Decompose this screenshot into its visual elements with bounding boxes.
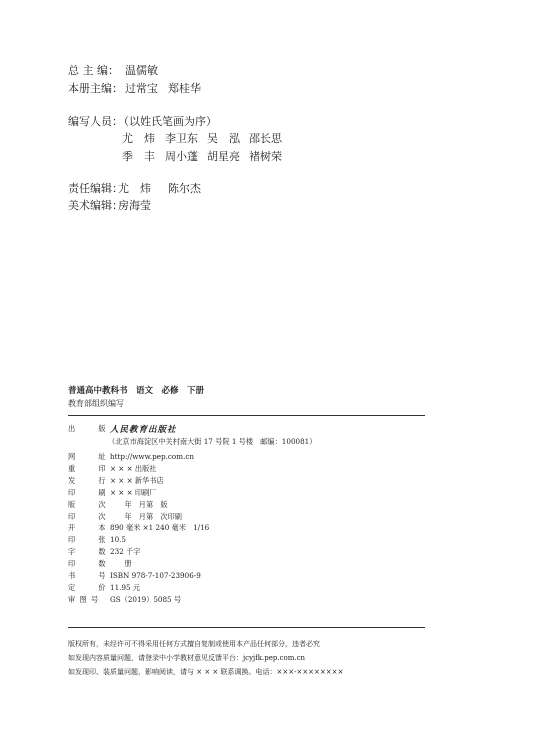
publication-info-value: 年 月第 版	[110, 499, 168, 509]
publication-info-value: 232 千字	[110, 547, 141, 557]
publication-info-label: 版 次	[68, 499, 114, 509]
publisher-label: 出 版	[68, 424, 114, 433]
publication-info-value: 890 毫米 ×1 240 毫米 1/16	[110, 523, 210, 533]
publication-info-label: 书 号	[68, 571, 114, 580]
publication-info-value: 年 月第 次印刷	[110, 511, 182, 521]
responsible-editor-label: 责任编辑：	[68, 182, 123, 195]
writers-note: （以姓氏笔画为序）	[118, 115, 217, 128]
bottom-rule	[68, 627, 425, 628]
writer-name: 褚树荣	[249, 150, 282, 163]
writer-name: 胡星亮	[207, 150, 240, 163]
top-rule	[68, 415, 425, 416]
publisher-address: （北京市海淀区中关村南大街 17 号院 1 号楼 邮编：100081）	[108, 437, 317, 446]
print-quality-note: 如发现印、装质量问题，影响阅读，请与 × × × 联系调换。电话：×××-××××××××	[68, 668, 344, 676]
publication-info-label: 审 图 号	[68, 594, 100, 604]
publication-info-value: GS（2019）5085 号	[110, 594, 182, 604]
writers-label: 编写人员：	[68, 115, 123, 128]
publisher-logo: 人民教育出版社	[110, 425, 177, 435]
publication-info-value: 10.5	[110, 535, 127, 545]
publication-info-label: 印 刷	[68, 487, 114, 497]
publication-info-value: × × × 新华书店	[110, 475, 164, 485]
publication-info-value: http://www.pep.com.cn	[110, 452, 195, 461]
responsible-editor-name: 陈尔杰	[168, 182, 201, 195]
publication-info-value: × × × 印刷厂	[110, 487, 157, 497]
writer-name: 尤 炜	[122, 132, 155, 145]
publication-info-value: × × × 出版社	[110, 463, 157, 473]
volume-editor-name: 郑桂华	[168, 82, 201, 95]
art-editor-label: 美术编辑：	[68, 199, 123, 212]
writer-name: 李卫东	[165, 132, 198, 145]
publication-info-label: 定 价	[68, 582, 114, 592]
publication-info-label: 网 址	[68, 452, 114, 461]
volume-editor-name: 过常宝	[125, 82, 158, 95]
publication-info-label: 重 印	[68, 463, 114, 473]
writer-name: 邵长思	[249, 132, 282, 145]
responsible-editor-name: 尤 炜	[118, 182, 151, 195]
publication-info-value: 册	[110, 559, 132, 569]
chief-editor-name: 温儒敏	[125, 64, 158, 77]
book-title: 普通高中教科书 语文 必修 下册	[68, 386, 205, 396]
content-feedback-note: 如发现内容质量问题，请登录中小学教材意见反馈平台：jcyjfk.pep.com.cn	[68, 654, 306, 662]
book-editor: 教育部组织编写	[68, 399, 124, 408]
publication-info-label: 字 数	[68, 547, 114, 557]
chief-editor-label: 总 主 编：	[68, 64, 119, 77]
writer-name: 周小蓬	[165, 150, 198, 163]
publication-info-label: 印 次	[68, 511, 114, 521]
writer-name: 季 丰	[122, 150, 155, 163]
art-editor-name: 房海莹	[118, 199, 151, 212]
publication-info-value: 11.95 元	[110, 582, 141, 592]
publication-info-label: 印 数	[68, 559, 114, 569]
publication-info-label: 印 张	[68, 535, 114, 545]
publication-info-label: 发 行	[68, 475, 114, 485]
volume-editor-label: 本册主编：	[68, 82, 123, 95]
copyright-note: 版权所有，未经许可不得采用任何方式擅自复制或使用本产品任何部分，违者必究	[68, 640, 320, 648]
publication-info-value: ISBN 978-7-107-23906-9	[110, 571, 201, 580]
publication-info-label: 开 本	[68, 523, 114, 533]
writer-name: 吴 泓	[207, 132, 240, 145]
